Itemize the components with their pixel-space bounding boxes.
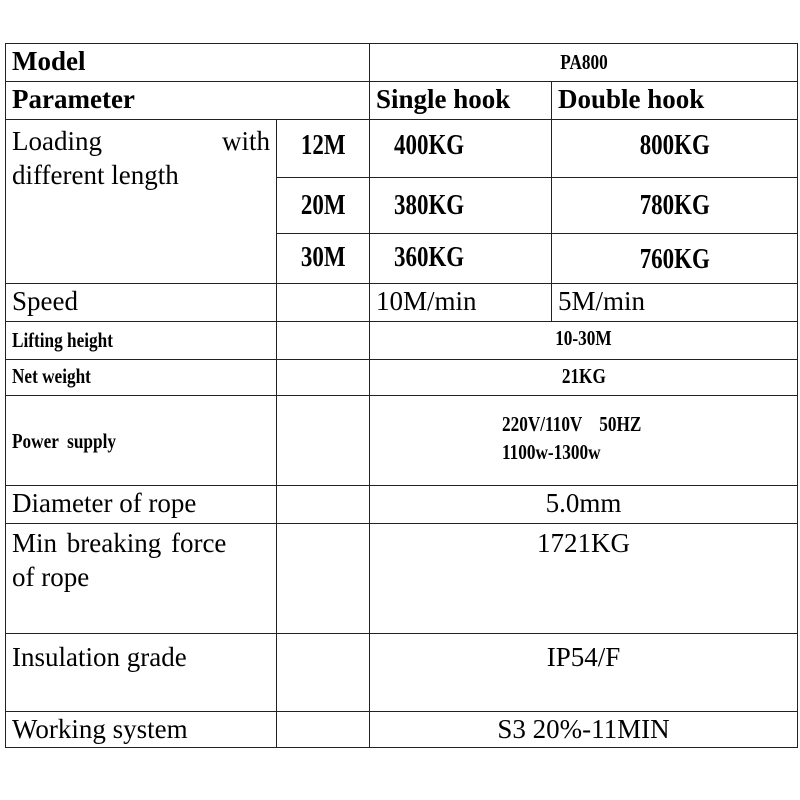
- power-supply-line2: 1100w-1300w: [502, 440, 601, 464]
- breaking-force-label-line1: Min breaking force: [12, 528, 227, 558]
- spec-table: [5, 43, 798, 748]
- rope-diameter-label: Diameter of rope: [6, 486, 277, 524]
- rope-diameter-value: 5.0mm: [370, 486, 798, 524]
- working-system-value: S3 20%-11MIN: [370, 712, 798, 748]
- speed-double: 5M/min: [552, 284, 798, 322]
- breaking-force-row: [6, 524, 798, 634]
- double-hook-header: Double hook: [552, 82, 798, 120]
- net-weight-label: Net weight: [12, 364, 91, 388]
- single-30m: 360KG: [394, 242, 465, 273]
- loading-label-with: with: [221, 126, 270, 156]
- loading-label: [6, 120, 277, 284]
- model-value: PA800: [559, 50, 608, 74]
- lifting-height-value: 10-30M: [555, 326, 612, 350]
- speed-single: 10M/min: [370, 284, 552, 322]
- speed-label: Speed: [6, 284, 277, 322]
- double-30m: 760KG: [639, 244, 710, 275]
- power-supply-row: [6, 396, 798, 486]
- power-supply-label: Power supply: [12, 428, 116, 453]
- parameter-row: [6, 82, 798, 120]
- length-20m: 20M: [300, 190, 346, 221]
- single-20m: 380KG: [394, 190, 465, 221]
- working-system-label: Working system: [6, 712, 277, 748]
- single-12m: 400KG: [394, 130, 465, 161]
- lifting-height-row: [6, 322, 798, 360]
- breaking-force-label-line2: of rope: [12, 562, 90, 592]
- model-row: [6, 44, 798, 82]
- net-weight-row: [6, 360, 798, 396]
- rope-diameter-row: [6, 486, 798, 524]
- length-30m: 30M: [300, 242, 346, 273]
- power-supply-line1: 220V/110V 50HZ: [502, 412, 642, 436]
- length-12m: 12M: [300, 130, 346, 161]
- working-system-row: [6, 712, 798, 748]
- parameter-label: Parameter: [6, 82, 370, 120]
- double-12m: 800KG: [639, 130, 710, 161]
- loading-label-line2: different length: [12, 160, 179, 190]
- insulation-label: Insulation grade: [6, 634, 277, 712]
- speed-row: [6, 284, 798, 322]
- model-label: Model: [6, 44, 370, 82]
- net-weight-value: 21KG: [561, 364, 606, 388]
- lifting-height-label: Lifting height: [12, 328, 113, 352]
- breaking-force-value: 1721KG: [370, 524, 798, 634]
- double-20m: 780KG: [639, 190, 710, 221]
- insulation-row: [6, 634, 798, 712]
- loading-label-word: Loading: [12, 126, 102, 156]
- insulation-value: IP54/F: [370, 634, 798, 712]
- loading-row-1: [6, 120, 798, 178]
- single-hook-header: Single hook: [370, 82, 552, 120]
